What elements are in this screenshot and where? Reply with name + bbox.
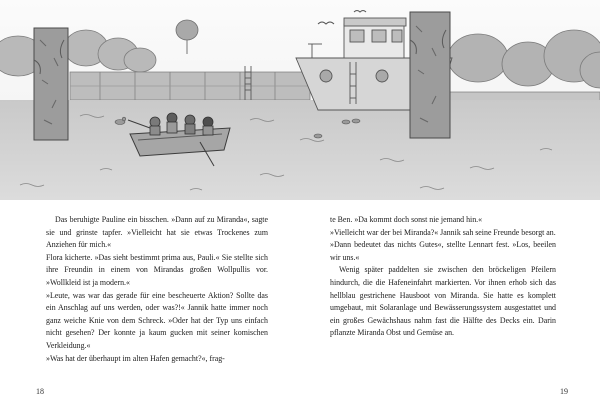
left-pillar [34,28,68,140]
page-number-right: 19 [560,387,568,396]
right-paragraph-1: te Ben. »Da kommt doch sonst nie jemand hin.« [330,215,483,224]
left-page-text [46,214,268,365]
left-paragraph-2: Flora kicherte. »Das sieht bestimmt prima aus, Pauli.« Sie stellte sich ihre Freundin in einem von Mirandas großen Wollpullis vor. »Wollkleid ist ja modern.« [46,252,268,287]
page-number-left: 18 [36,387,44,396]
right-paragraph-3: »Dann bedeutet das nichts Gutes«, stellte Lennart fest. »Los, beeilen wir uns.« [330,240,556,262]
left-paragraph-3: »Leute, was war das gerade für eine bescheuerte Aktion? Sollte das ein Anschlag auf uns werden, oder was?!« Jannik hatte immer noch ganz weiche Knie von dem Schreck. »Oder hat der Typ uns einfach nicht gesehen? Der konnte ja kaum gucken mit seiner komischen Verkleidung.« [46,290,268,350]
harbor-wall [70,72,310,100]
right-page-text [330,214,556,340]
right-paragraph-4: Wenig später paddelten sie zwischen den bröckeligen Pfeilern hindurch, die die Hafeneinfahrt markierten. Vor ihnen erhob sich das hellblau gestrichene Hausboot von Miranda. Sie hatte es komplett umgebaut, mit Solaranlage und Bewässerungssystem ausgestattet und ein großes Gewächshaus nahm fast die Hälfte des Decks ein. Darin pflanzte Miranda Obst und Gemüse an. [330,265,556,338]
left-paragraph-4: »Was hat der überhaupt im alten Hafen gemacht?«, frag- [46,353,225,363]
right-pillar [410,12,450,138]
right-paragraph-2: »Vielleicht war der bei Miranda?« Jannik sah seine Freunde besorgt an. [330,227,556,237]
left-paragraph-1: Das beruhigte Pauline ein bisschen. »Dann auf zu Miranda«, sagte sie und grinste tapfer. »Vielleicht hat sie etwas Trockenes zum Anziehen für mich.« [46,215,268,250]
harbor-illustration [0,0,600,200]
